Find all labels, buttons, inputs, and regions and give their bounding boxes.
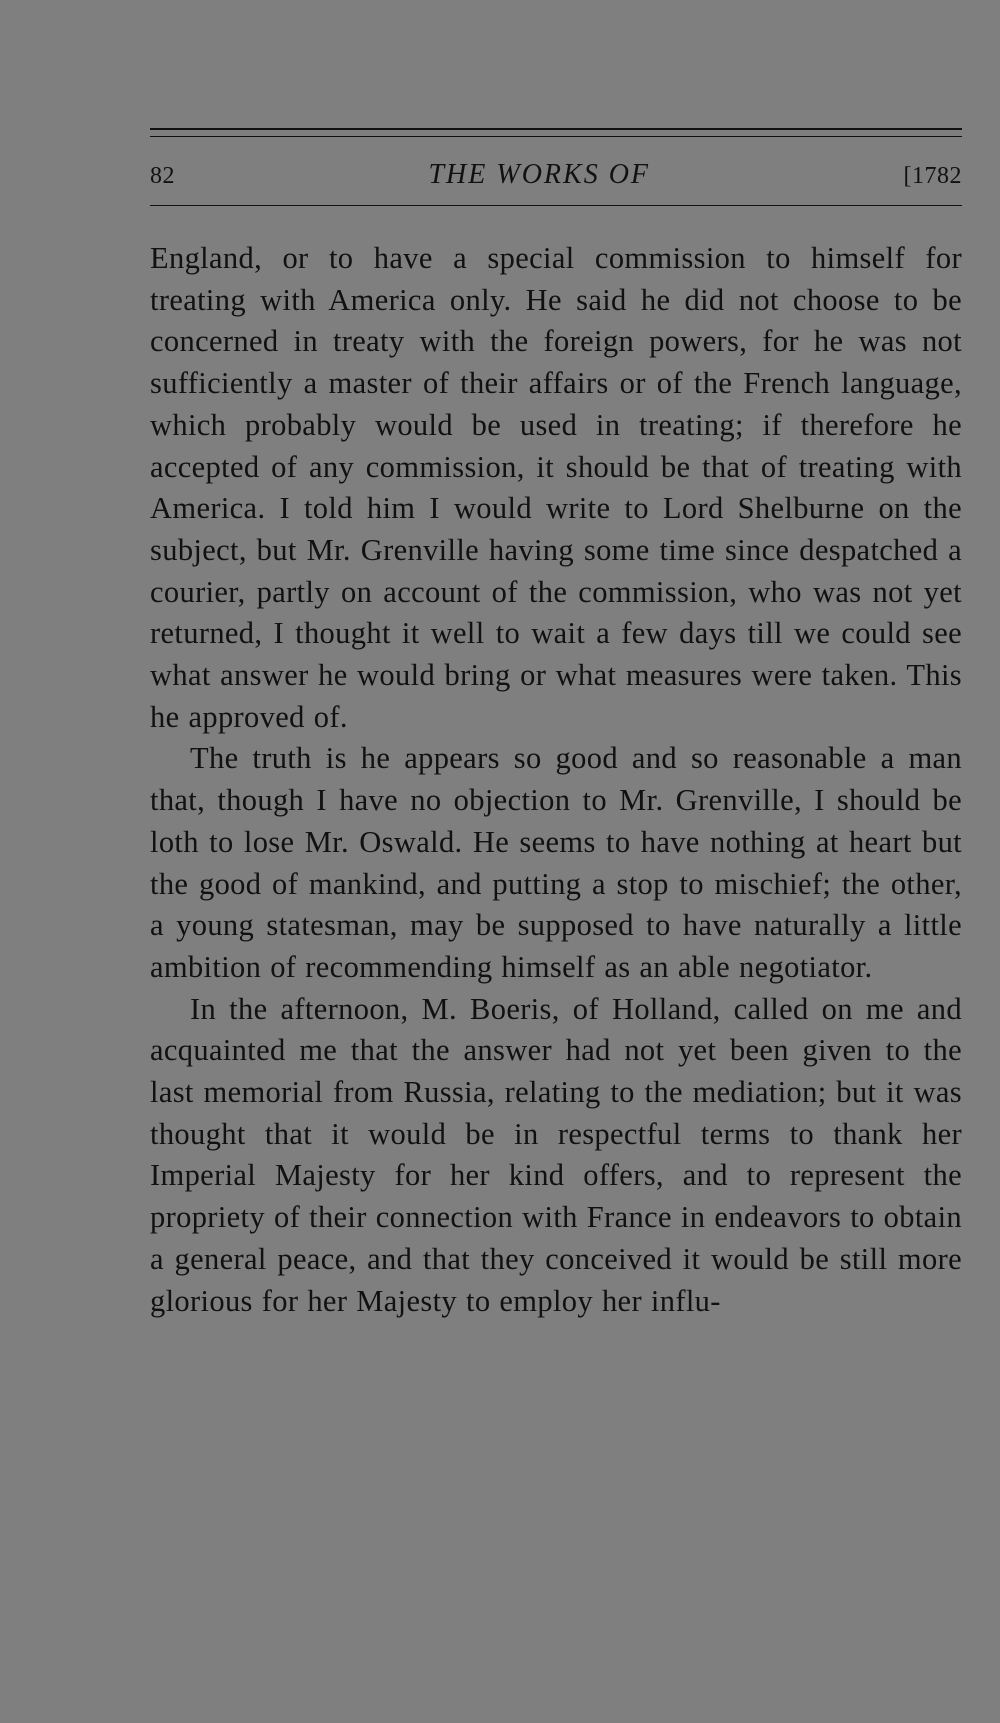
page-header xyxy=(150,159,962,201)
paragraph: In the afternoon, M. Boeris, of Holland, called on me and acquainted me that the answer had not yet been given to the last memorial from Russia, relating to the mediation; but it was thought that it would be in respectful terms to thank her Imperial Majesty for her kind offers, and to represent the propriety of their connection with France in endeavors to obtain a general peace, and that they conceived it would be still more glorious for her Majesty to employ her influ- xyxy=(150,991,962,1318)
page-number: 82 xyxy=(150,163,175,189)
paragraph: The truth is he appears so good and so reasonable a man that, though I have no objection to Mr. Grenville, I should be loth to lose Mr. Oswald. He seems to have nothing at heart but the good of mankind, and putting a stop to mischief; the other, a young statesman, may be supposed to have naturally a little ambition of recommending himself as an able negotiator. xyxy=(150,741,962,984)
body-text xyxy=(150,238,962,1322)
running-title: THE WORKS OF xyxy=(428,159,651,190)
header-bottom-rule xyxy=(150,205,962,206)
paragraph: England, or to have a special commission to himself for treating with America only. He said he did not choose to be concerned in treaty with the foreign powers, for he was not sufficiently a master of their affairs or of the French language, which probably would be used in treating; if therefore he accepted of any commission, it should be that of treating with America. I told him I would write to Lord Shelburne on the subject, but Mr. Grenville having some time since despatched a courier, partly on account of the commission, who was not yet returned, I thought it well to wait a few days till we could see what answer he would bring or what measures were taken. This he approved of. xyxy=(150,241,962,734)
header-top-rule xyxy=(150,128,962,137)
book-page xyxy=(150,128,962,1322)
year-marker: [1782 xyxy=(903,163,962,189)
